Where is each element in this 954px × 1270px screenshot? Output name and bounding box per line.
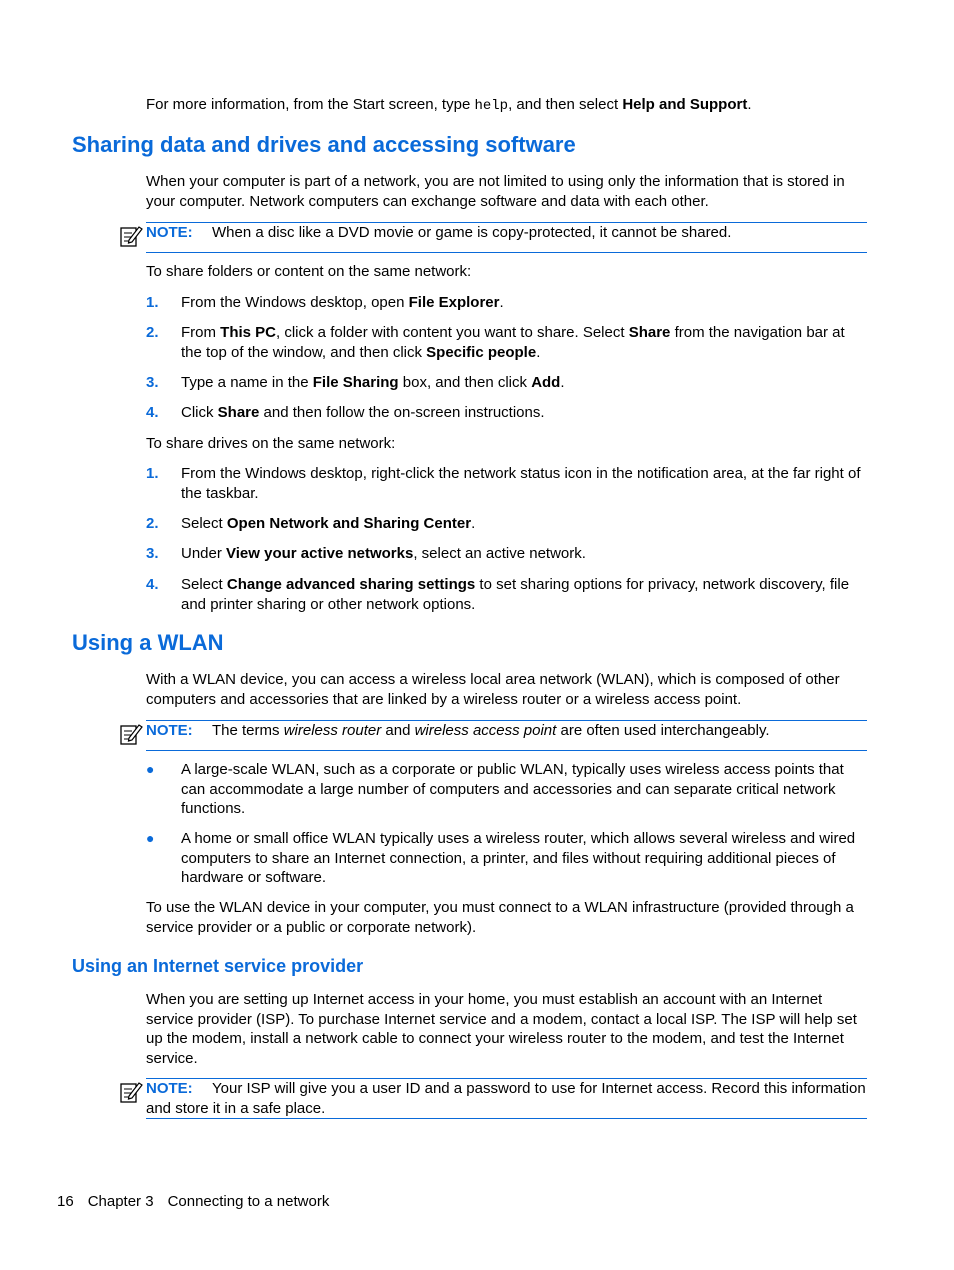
list-item: 4. Click Share and then follow the on-screen instructions.: [146, 404, 545, 421]
note-pencil-icon: [119, 722, 143, 746]
isp-paragraph: When you are setting up Internet access in your home, you must establish an account with an Internet service provider (ISP). To purchase Internet service and a modem, contact a local ISP. The ISP will help set up the modem, install a network cable to connect your wireless router to the modem, and test the Internet service.: [146, 991, 857, 1067]
note-pencil-icon: [119, 1080, 143, 1104]
list-item: 4. Select Change advanced sharing settings to set sharing options for privacy, network discovery, file and printer sharing or other network options.: [146, 576, 850, 613]
note-pencil-icon: [119, 224, 143, 248]
list-item: 3. Under View your active networks, select an active network.: [146, 545, 586, 562]
drives-intro: To share drives on the same network:: [146, 435, 396, 452]
bullet-glyph: ●: [146, 830, 155, 846]
note-label: NOTE:: [146, 224, 193, 241]
wlan-paragraph: With a WLAN device, you can access a wireless local area network (WLAN), which is composed of other computers and accessories that are linked by a wireless router or a wireless access point.: [146, 671, 840, 708]
page-footer: [57, 1192, 343, 1212]
list-item: 1. From the Windows desktop, open File Explorer.: [146, 294, 504, 311]
intro-paragraph: For more information, from the Start screen, type help, and then select Help and Support.: [146, 96, 752, 114]
note-label: NOTE:: [146, 1080, 193, 1097]
note-box-sharing: [146, 222, 867, 253]
list-item: 3. Type a name in the File Sharing box, and then click Add.: [146, 374, 565, 391]
heading-sharing: Sharing data and drives and accessing software: [72, 132, 576, 157]
list-item: 2. Select Open Network and Sharing Center.: [146, 515, 476, 532]
list-item: 1. From the Windows desktop, right-click the network status icon in the notification area, at the far right of the taskbar.: [146, 465, 861, 502]
note-text: When a disc like a DVD movie or game is copy-protected, it cannot be shared.: [212, 224, 732, 241]
bullet-glyph: ●: [146, 761, 155, 777]
wlan-closing: To use the WLAN device in your computer, you must connect to a WLAN infrastructure (provided through a service provider or a public or corporate network).: [146, 899, 854, 936]
chapter-title: Connecting to a network: [167, 1193, 330, 1210]
heading-wlan: Using a WLAN: [72, 630, 224, 655]
note-box-isp: [146, 1078, 867, 1119]
note-box-wlan: [146, 720, 867, 751]
chapter-label: Chapter 3: [87, 1193, 154, 1210]
page-number: 16: [57, 1193, 74, 1210]
folders-intro: To share folders or content on the same network:: [146, 263, 472, 280]
inline-code: help: [474, 98, 509, 114]
bullet-item: ● A home or small office WLAN typically uses a wireless router, which allows several wireless and wired computers to share an Internet connection, a printer, and files without requiring additional pieces of hardware or software.: [146, 830, 856, 886]
heading-isp: Using an Internet service provider: [72, 956, 364, 976]
list-item: 2. From This PC, click a folder with content you want to share. Select Share from the navigation bar at the top of the window, and then click Specific people.: [146, 324, 845, 361]
note-label: NOTE:: [146, 722, 193, 739]
note-text: Your ISP will give you a user ID and a password to use for Internet access. Record this information and store it in a safe place.: [146, 1080, 866, 1117]
sharing-paragraph: When your computer is part of a network, you are not limited to using only the information that is stored in your computer. Network computers can exchange software and data with each other.: [146, 173, 845, 210]
note-text: The terms wireless router and wireless access point are often used interchangeably.: [212, 722, 770, 739]
bullet-item: ● A large-scale WLAN, such as a corporate or public WLAN, typically uses wireless access points that can accommodate a large number of computers and accessories and can separate critical network functions.: [146, 761, 844, 817]
